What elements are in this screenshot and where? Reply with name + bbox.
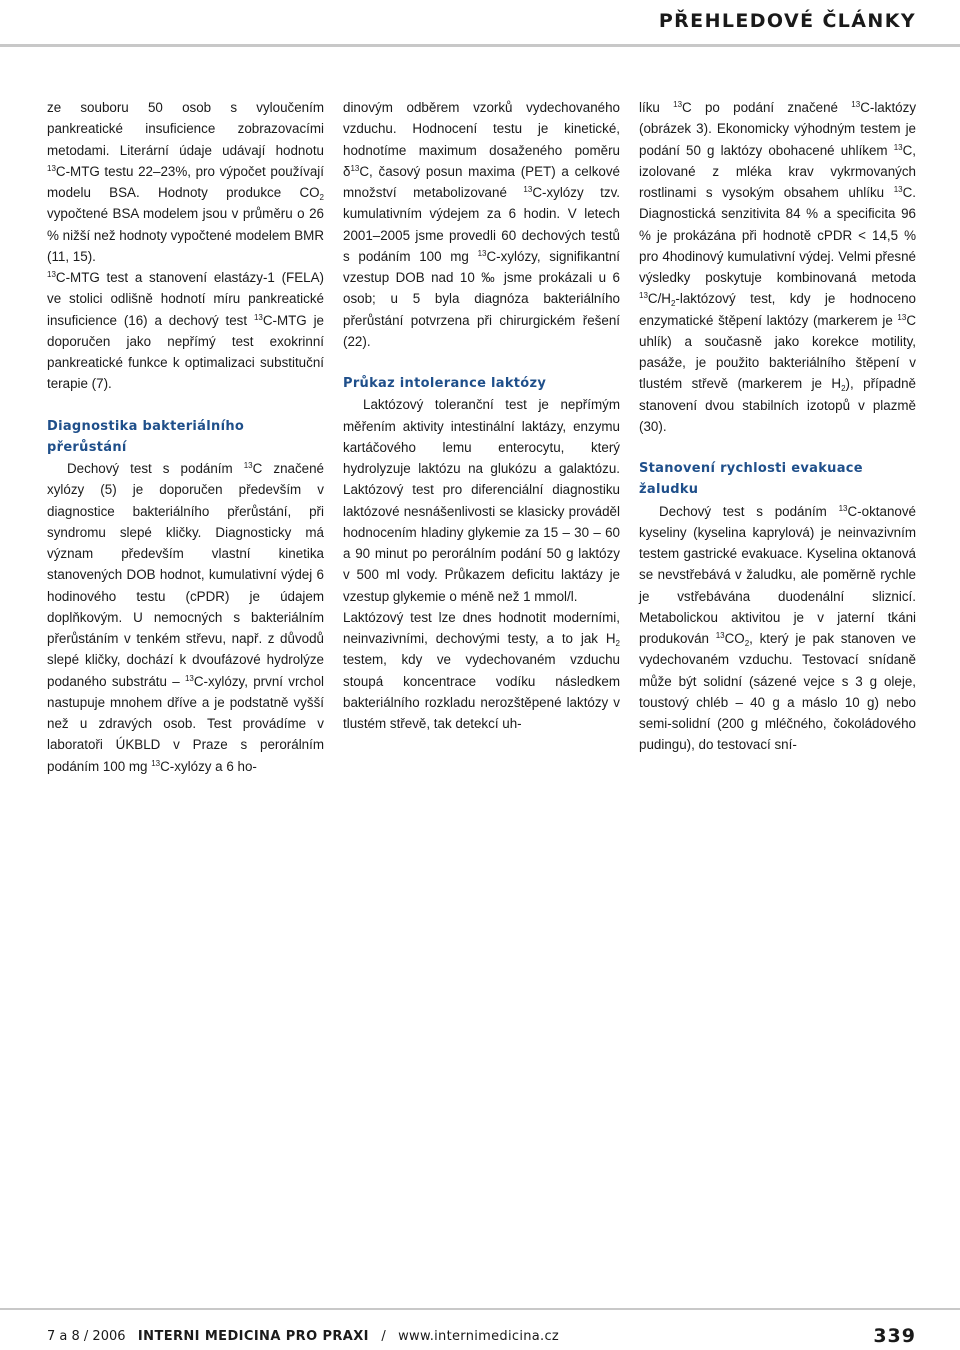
website-link[interactable]: www.internimedicina.cz [398, 1328, 560, 1344]
page-footer [47, 1322, 916, 1350]
text-column-1 [47, 97, 324, 777]
paragraph: $^{13}$C-MTG test a stanovení elastázy-1 (FELA) ve stolici odlišně hodnotí míru pankreatické insuficience (16) a dechový test $^{13}$C-MTG je doporučen jako nepřímý test exokrinní pankreatické funkce k optimalizaci substituční terapie (7). [47, 270, 324, 392]
paragraph: Dechový test s podáním $^{13}$C-oktanové kyseliny (kyselina kaprylová) je neinvazivním testem gastrické evakuace. Kyselina oktanová se nevstřebává v žaludku, ale poměrně rychle je vstřebávána duodenální sliznicí. Metabolickou aktivitou je v jaterní tkáni produkován $^{13}CO_2$, který je pak stanoven ve vydechovaném vzduchu. Testovací snídaně může být solidní (sázené vejce s 3 g oleje, toustový chléb – 40 g a máslo 10 g) nebo semi-solidní (200 g mléčného, čokoládového pudingu), do testovací sní- [639, 503, 916, 753]
footer-separator: / [381, 1328, 386, 1344]
issue-number: 7 a 8 / 2006 [47, 1328, 126, 1344]
section-heading: Průkaz intolerance laktózy [343, 376, 547, 391]
section-heading: Diagnostika bakteriálního přerůstání [47, 418, 245, 455]
text-column-2 [343, 97, 620, 734]
paragraph: líku $^{13}$C po podání značené $^{13}$C-laktózy (obrázek 3). Ekonomicky výhodným testem je podání 50 g laktózy obohacené uhlíkem $^{13}$C, izolované z mléka krav vykrmovaných rostlinami s vysokým obsahem uhlíku $^{13}$C. Diagnostická senzitivita 84 % a specificita 96 % je prokázána při hodnotě cPDR < 14,5 % pro 4hodinový kumulativní výdej. Velmi přesné výsledky poskytuje kombinovaná metoda $^{13}C/H_2$-laktózový test, kdy je hodnoceno enzymatické štěpení laktózy (markerem je $^{13}$C uhlík) a současně jako korekce motility, pasáže, je použito bakteriálního štěpení v tlustém střevě (markerem je $H_2$), případně stanovení dvou stabilních izotopů v plazmě (30). [639, 100, 917, 434]
page-number: 339 [873, 1325, 916, 1347]
section-heading: Stanovení rychlosti evakuace žaludku [639, 461, 863, 498]
paragraph: Dechový test s podáním $^{13}$C značené xylózy (5) je doporučen především v diagnostice bakteriálního přerůstání, při syndromu slepé kličky. Diagnosticky má význam především vlastní kinetika stanovených DOB hodnot, kumulativní výdej 6 hodinového testu (cPDR) je údajem doplňkovým. U nemocných s bakteriálním přerůstáním v tenkém střevu, např. z důvodů slepé kličky, dochází k dvoufázové hydrolýze podaného substrátu – $^{13}$C-xylózy, první vrchol nastupuje mnohem dříve a je podstatně vyšší než u zdravých osob. Test provádíme v laboratoři ÚKBLD v Praze s perorálním podáním 100 mg $^{13}$C-xylózy a 6 ho- [47, 461, 324, 774]
section-title: PŘEHLEDOVÉ ČLÁNKY [658, 10, 916, 32]
text-column-3 [639, 97, 916, 756]
paragraph: ze souboru 50 osob s vyloučením pankreatické insuficience zobrazovacími metodami. Literární údaje udávají hodnotu $^{13}$C-MTG testu 22–23%, pro výpočet používají modelu BSA. Hodnoty produkce $CO_2$ vypočtené BSA modelem jsou v průměru o 26 % nižší než hodnoty vypočtené modelem BMR (11, 15). [47, 100, 324, 264]
footer-divider [0, 1308, 960, 1310]
journal-name: INTERNI MEDICINA PRO PRAXI [137, 1328, 369, 1344]
paragraph: dinovým odběrem vzorků vydechovaného vzduchu. Hodnocení testu je kinetické, hodnotíme maximum dosaženého poměru $\delta^{13}C$, časový posun maxima (PET) a celkové množství metabolizované $^{13}$C-xylózy tzv. kumulativním výdejem za 6 hodin. V letech 2001–2005 jsme provedli 60 dechových testů s podáním 100 mg $^{13}$C-xylózy, signifikantní vzestup DOB nad 10 ‰ jsme prokázali u 6 osob; u 5 byla diagnóza bakteriálního přerůstání potvrzena při chirurgickém řešení (22). [343, 100, 620, 349]
paragraph: Laktózový toleranční test je nepřímým měřením aktivity intestinální laktázy, enzymu kartáčového lemu enterocytu, který hydrolyzuje laktózu na glukózu a galaktózu. Laktózový test pro diferenciální diagnostiku laktózové nesnášenlivosti se klasicky prováděl hodnocením hladiny glykemie za 15 – 30 – 60 a 90 minut po perorálním podání 50 g laktózy v 500 ml vody. Průkazem deficitu laktázy je vzestup glykemie o méně než 1 mmol/l. [343, 397, 620, 604]
paragraph: Laktózový test lze dnes hodnotit moderními, neinvazivními, dechovými testy, a to jak $H_2$ testem, kdy ve vydechovaném vzduchu stoupá koncentrace vodíku následkem bakteriálního rozkladu nerozštěpené laktózy v tlustém střevě, tak detekcí uh- [343, 609, 620, 731]
header-divider [0, 44, 960, 47]
